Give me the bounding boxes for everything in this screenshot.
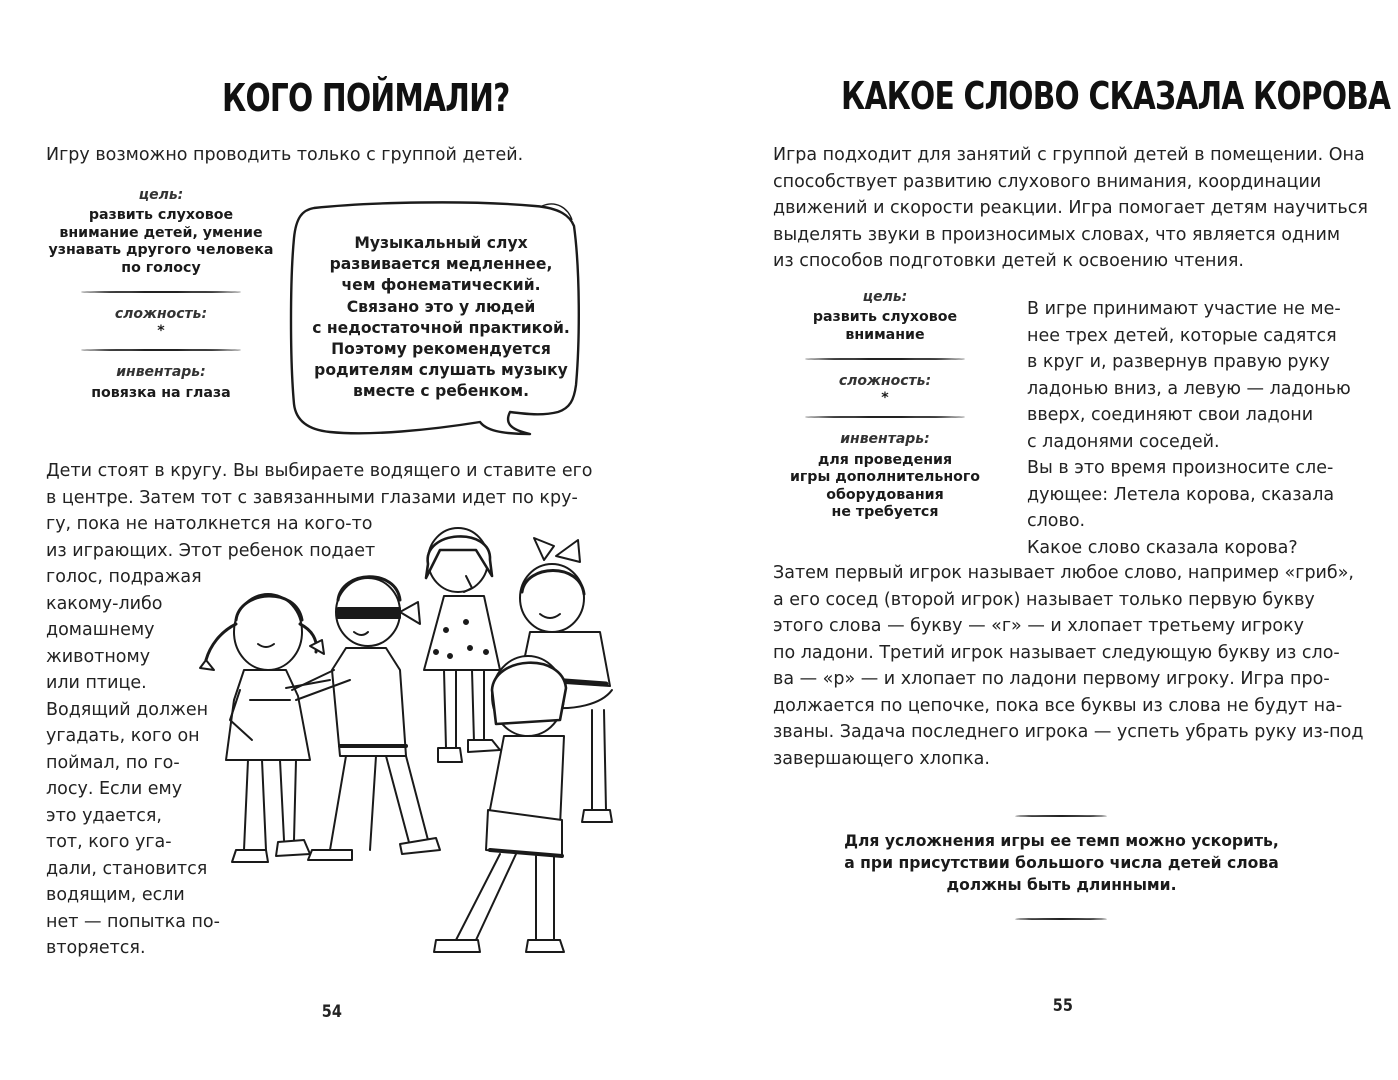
- rules-line: дали, становится: [46, 858, 208, 879]
- rules-line: Дети стоят в кругу. Вы выбираете водящего и ставите его: [46, 461, 593, 481]
- intro-text: [773, 142, 1368, 275]
- tip-text: [809, 830, 1314, 896]
- rules-line: тот, кого уга-: [46, 832, 172, 852]
- rules-line: угадать, кого он: [46, 726, 200, 746]
- rules-line: водящим, если: [46, 885, 185, 905]
- rules-line: по ладони. Третий игрок называет следующую букву из сло-: [773, 642, 1340, 663]
- difficulty-label: сложность:: [838, 373, 932, 389]
- divider: [1015, 815, 1107, 817]
- page-number: 55: [1052, 996, 1073, 1016]
- bubble-line: Музыкальный слух: [354, 234, 528, 252]
- bubble-line: родителям слушать музыку: [314, 361, 568, 380]
- difficulty-value: *: [157, 323, 165, 339]
- bubble-line: Поэтому рекомендуется: [331, 340, 551, 359]
- inventory-value: [785, 452, 985, 522]
- side-line: В игре принимают участие не ме-: [1027, 299, 1341, 319]
- divider: [805, 358, 965, 360]
- bubble-line: Связано это у людей: [346, 297, 536, 316]
- rules-line: гу, пока не натолкнется на кого-то: [46, 514, 373, 534]
- bubble-line: с недостаточной практикой.: [312, 318, 570, 337]
- difficulty-value: *: [881, 390, 889, 406]
- right-page: [699, 0, 1398, 1080]
- rules-line: нет — попытка по-: [46, 911, 220, 932]
- rules-line: этого слова — букву — «г» — и хлопает третьему игроку: [773, 616, 1305, 636]
- side-line: нее трех детей, которые садятся: [1027, 325, 1337, 346]
- game-info: [785, 288, 985, 522]
- blindfolded-boy-figure: [292, 577, 440, 860]
- inventory-line: оборудования: [826, 486, 944, 503]
- divider: [81, 291, 241, 293]
- goal-line: внимание: [845, 326, 925, 343]
- intro-line: Игра подходит для занятий с группой детей в помещении. Она: [773, 145, 1365, 165]
- rules-line: лосу. Если ему: [46, 779, 183, 799]
- inventory-line: для проведения: [817, 451, 953, 468]
- inventory-label: инвентарь:: [840, 430, 930, 447]
- rules-line: поймал, по го-: [46, 752, 180, 773]
- rules-line: Затем первый игрок называет любое слово, например «гриб»,: [773, 563, 1354, 583]
- rules-line: или птице.: [46, 673, 147, 693]
- bubble-line: чем фонематический.: [341, 276, 541, 295]
- goal-line: узнавать другого человека: [48, 242, 274, 258]
- divider: [805, 416, 965, 418]
- side-line: с ладонями соседей.: [1027, 431, 1220, 452]
- inventory-label: инвентарь:: [116, 363, 206, 380]
- side-line: ладонью вниз, а левую — ладонью: [1027, 378, 1351, 399]
- boy-from-behind-figure: [434, 656, 566, 952]
- inventory-line: игры дополнительного: [789, 469, 981, 485]
- girl-whispering-figure: [424, 528, 500, 762]
- inventory-value: повязка на глаза: [91, 384, 231, 401]
- rules-line: голос, подражая: [46, 567, 202, 587]
- rules-line: ва — «р» — и хлопает по ладони первому игроку. Игра про-: [773, 669, 1330, 689]
- tip-line: Для усложнения игры ее темп можно ускорить,: [844, 832, 1279, 850]
- page-number: 54: [321, 1002, 342, 1022]
- rules-line: домашнему: [46, 620, 155, 640]
- rules-line: Водящий должен: [46, 699, 209, 720]
- rules-line: животному: [46, 646, 151, 667]
- goal-label: цель:: [138, 187, 184, 203]
- intro-line: из способов подготовки детей к освоению чтения.: [773, 251, 1244, 271]
- goal-label: цель:: [862, 289, 908, 305]
- divider: [1015, 918, 1107, 920]
- tip-line: а при присутствии большого числа детей слова: [844, 854, 1279, 872]
- tip-line: должны быть длинными.: [946, 876, 1177, 894]
- bubble-line: вместе с ребенком.: [352, 382, 530, 401]
- children-illustration: [200, 520, 620, 980]
- rules-line: какому-либо: [46, 593, 163, 614]
- side-line: слово.: [1027, 511, 1086, 531]
- goal-value: [785, 309, 985, 344]
- participants-text: [1027, 296, 1351, 561]
- goal-value: [36, 207, 286, 277]
- game-info: [36, 186, 286, 402]
- girl-with-braids-figure: [200, 594, 330, 862]
- rules-line: а его сосед (второй игрок) называет только первую букву: [773, 589, 1315, 610]
- side-line: Вы в это время произносите сле-: [1027, 458, 1334, 478]
- rules-line: это удается,: [46, 805, 162, 826]
- bubble-line: развивается медленнее,: [329, 255, 553, 274]
- goal-line: развить слуховое: [88, 207, 234, 223]
- divider: [81, 349, 241, 351]
- difficulty-label: сложность:: [114, 306, 208, 322]
- goal-line: по голосу: [121, 259, 201, 276]
- side-line: вверх, соединяют свои ладони: [1027, 405, 1314, 425]
- side-line: Какое слово сказала корова?: [1027, 537, 1298, 558]
- page-title: КАКОЕ СЛОВО СКАЗАЛА КОРОВА: [841, 74, 1391, 118]
- rules-line: вторяется.: [46, 938, 146, 958]
- speech-bubble-text: [296, 233, 586, 403]
- rules-line: из играющих. Этот ребенок подает: [46, 540, 376, 561]
- inventory-line: не требуется: [831, 504, 939, 520]
- intro-line: движений и скорости реакции. Игра помогает детям научиться: [773, 198, 1368, 218]
- rules-line: завершающего хлопка.: [773, 748, 990, 769]
- side-line: в круг и, развернув правую руку: [1027, 352, 1330, 372]
- rules-line: должается по цепочке, пока все буквы из слова не будут на-: [773, 695, 1343, 716]
- rules-line: званы. Задача последнего игрока — успеть убрать руку из-под: [773, 722, 1364, 742]
- rules-line: в центре. Затем тот с завязанными глазами идет по кру-: [46, 487, 578, 508]
- rules-text: [773, 560, 1363, 772]
- goal-line: развить слуховое: [812, 309, 958, 325]
- page-title: КОГО ПОЙМАЛИ?: [222, 76, 510, 120]
- goal-line: внимание детей, умение: [59, 224, 263, 241]
- intro-text: Игру возможно проводить только с группой детей.: [46, 145, 524, 165]
- intro-line: способствует развитию слухового внимания, координации: [773, 171, 1322, 192]
- intro-line: выделять звуки в произносимых словах, что является одним: [773, 224, 1341, 245]
- side-line: дующее: Летела корова, сказала: [1027, 484, 1335, 505]
